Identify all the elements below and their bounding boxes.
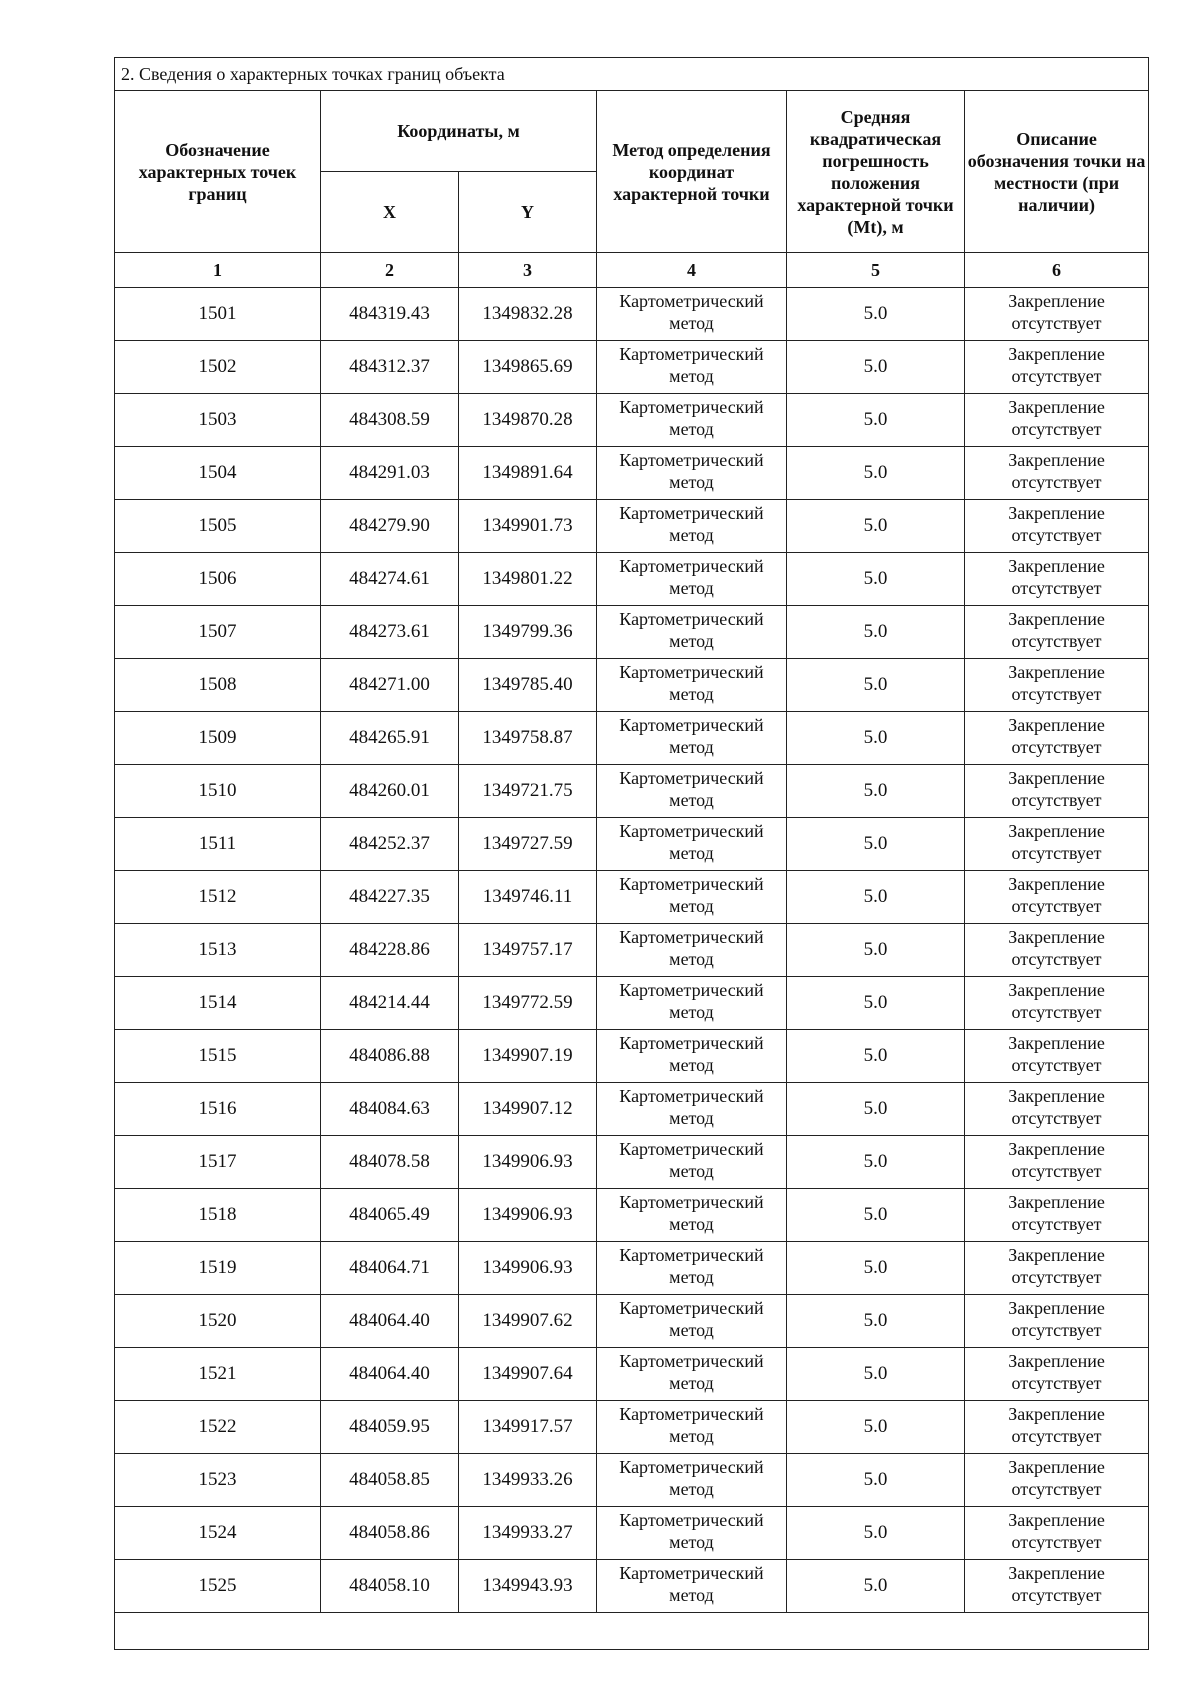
coord-y-cell: 1349721.75 (459, 765, 597, 818)
method-cell: Картометрический метод (597, 341, 787, 394)
coord-y-cell: 1349870.28 (459, 394, 597, 447)
mt-cell: 5.0 (787, 1348, 965, 1401)
description-cell: Закрепление отсутствует (965, 1242, 1149, 1295)
table-row (115, 1560, 1149, 1613)
coord-x-cell: 484058.86 (321, 1507, 459, 1560)
column-number-6: 6 (965, 253, 1149, 288)
coord-y-cell: 1349772.59 (459, 977, 597, 1030)
coord-x-cell: 484291.03 (321, 447, 459, 500)
mt-cell: 5.0 (787, 447, 965, 500)
table-row (115, 500, 1149, 553)
mt-cell: 5.0 (787, 871, 965, 924)
method-cell: Картометрический метод (597, 1295, 787, 1348)
method-cell: Картометрический метод (597, 1242, 787, 1295)
coord-x-cell: 484214.44 (321, 977, 459, 1030)
table-row (115, 871, 1149, 924)
header-y: Y (459, 172, 597, 253)
table-row (115, 1507, 1149, 1560)
point-id-cell: 1511 (115, 818, 321, 871)
header-point-designation: Обозначение характерных точек границ (115, 91, 321, 253)
table-row (115, 977, 1149, 1030)
method-cell: Картометрический метод (597, 606, 787, 659)
description-cell: Закрепление отсутствует (965, 1507, 1149, 1560)
coord-y-cell: 1349757.17 (459, 924, 597, 977)
coord-y-cell: 1349906.93 (459, 1136, 597, 1189)
description-cell: Закрепление отсутствует (965, 1136, 1149, 1189)
method-cell: Картометрический метод (597, 553, 787, 606)
table-row (115, 1189, 1149, 1242)
method-cell: Картометрический метод (597, 1507, 787, 1560)
method-cell: Картометрический метод (597, 1560, 787, 1613)
mt-cell: 5.0 (787, 1083, 965, 1136)
coord-y-cell: 1349906.93 (459, 1242, 597, 1295)
table-row (115, 1295, 1149, 1348)
header-description: Описание обозначения точки на местности (при наличии) (965, 91, 1149, 253)
point-id-cell: 1513 (115, 924, 321, 977)
coord-x-cell: 484227.35 (321, 871, 459, 924)
method-cell: Картометрический метод (597, 1083, 787, 1136)
document-page (114, 57, 1148, 1650)
point-id-cell: 1504 (115, 447, 321, 500)
table-row (115, 1454, 1149, 1507)
table-row (115, 553, 1149, 606)
table-row (115, 1401, 1149, 1454)
description-cell: Закрепление отсутствует (965, 818, 1149, 871)
table-body (115, 288, 1149, 1613)
coord-x-cell: 484065.49 (321, 1189, 459, 1242)
mt-cell: 5.0 (787, 288, 965, 341)
mt-cell: 5.0 (787, 341, 965, 394)
method-cell: Картометрический метод (597, 1189, 787, 1242)
description-cell: Закрепление отсутствует (965, 712, 1149, 765)
coord-x-cell: 484058.10 (321, 1560, 459, 1613)
coord-y-cell: 1349933.27 (459, 1507, 597, 1560)
coord-y-cell: 1349907.19 (459, 1030, 597, 1083)
description-cell: Закрепление отсутствует (965, 394, 1149, 447)
coord-y-cell: 1349907.62 (459, 1295, 597, 1348)
mt-cell: 5.0 (787, 712, 965, 765)
boundary-points-table (114, 57, 1149, 1650)
table-row (115, 765, 1149, 818)
coord-x-cell: 484228.86 (321, 924, 459, 977)
description-cell: Закрепление отсутствует (965, 1348, 1149, 1401)
point-id-cell: 1517 (115, 1136, 321, 1189)
mt-cell: 5.0 (787, 818, 965, 871)
mt-cell: 5.0 (787, 553, 965, 606)
coord-x-cell: 484312.37 (321, 341, 459, 394)
column-number-2: 2 (321, 253, 459, 288)
coord-y-cell: 1349758.87 (459, 712, 597, 765)
coord-x-cell: 484308.59 (321, 394, 459, 447)
coord-x-cell: 484064.71 (321, 1242, 459, 1295)
mt-cell: 5.0 (787, 1030, 965, 1083)
point-id-cell: 1523 (115, 1454, 321, 1507)
header-method: Метод определения координат характерной точки (597, 91, 787, 253)
mt-cell: 5.0 (787, 924, 965, 977)
mt-cell: 5.0 (787, 1401, 965, 1454)
coord-x-cell: 484078.58 (321, 1136, 459, 1189)
point-id-cell: 1524 (115, 1507, 321, 1560)
coord-x-cell: 484274.61 (321, 553, 459, 606)
coord-y-cell: 1349891.64 (459, 447, 597, 500)
description-cell: Закрепление отсутствует (965, 1083, 1149, 1136)
point-id-cell: 1515 (115, 1030, 321, 1083)
method-cell: Картометрический метод (597, 1454, 787, 1507)
method-cell: Картометрический метод (597, 818, 787, 871)
coord-x-cell: 484084.63 (321, 1083, 459, 1136)
point-id-cell: 1506 (115, 553, 321, 606)
point-id-cell: 1509 (115, 712, 321, 765)
point-id-cell: 1519 (115, 1242, 321, 1295)
mt-cell: 5.0 (787, 659, 965, 712)
point-id-cell: 1522 (115, 1401, 321, 1454)
mt-cell: 5.0 (787, 1136, 965, 1189)
table-row (115, 447, 1149, 500)
coord-y-cell: 1349917.57 (459, 1401, 597, 1454)
coord-y-cell: 1349943.93 (459, 1560, 597, 1613)
mt-cell: 5.0 (787, 500, 965, 553)
point-id-cell: 1507 (115, 606, 321, 659)
point-id-cell: 1510 (115, 765, 321, 818)
coord-x-cell: 484059.95 (321, 1401, 459, 1454)
method-cell: Картометрический метод (597, 1136, 787, 1189)
table-row (115, 712, 1149, 765)
coord-y-cell: 1349865.69 (459, 341, 597, 394)
mt-cell: 5.0 (787, 1454, 965, 1507)
coord-x-cell: 484064.40 (321, 1295, 459, 1348)
description-cell: Закрепление отсутствует (965, 765, 1149, 818)
mt-cell: 5.0 (787, 977, 965, 1030)
coord-x-cell: 484260.01 (321, 765, 459, 818)
point-id-cell: 1512 (115, 871, 321, 924)
coord-y-cell: 1349746.11 (459, 871, 597, 924)
coord-y-cell: 1349933.26 (459, 1454, 597, 1507)
table-row (115, 1136, 1149, 1189)
coord-y-cell: 1349799.36 (459, 606, 597, 659)
point-id-cell: 1518 (115, 1189, 321, 1242)
description-cell: Закрепление отсутствует (965, 500, 1149, 553)
coord-x-cell: 484252.37 (321, 818, 459, 871)
coord-y-cell: 1349906.93 (459, 1189, 597, 1242)
column-number-1: 1 (115, 253, 321, 288)
header-coordinates: Координаты, м (321, 91, 597, 172)
point-id-cell: 1514 (115, 977, 321, 1030)
point-id-cell: 1508 (115, 659, 321, 712)
mt-cell: 5.0 (787, 394, 965, 447)
coord-x-cell: 484086.88 (321, 1030, 459, 1083)
description-cell: Закрепление отсутствует (965, 1454, 1149, 1507)
section-title: 2. Сведения о характерных точках границ объекта (115, 58, 1149, 91)
point-id-cell: 1521 (115, 1348, 321, 1401)
description-cell: Закрепление отсутствует (965, 1560, 1149, 1613)
coord-y-cell: 1349801.22 (459, 553, 597, 606)
coord-y-cell: 1349832.28 (459, 288, 597, 341)
column-numbers-row (115, 253, 1149, 288)
empty-footer-row (115, 1613, 1149, 1650)
method-cell: Картометрический метод (597, 1030, 787, 1083)
method-cell: Картометрический метод (597, 924, 787, 977)
description-cell: Закрепление отсутствует (965, 1189, 1149, 1242)
table-row (115, 341, 1149, 394)
method-cell: Картометрический метод (597, 394, 787, 447)
mt-cell: 5.0 (787, 1295, 965, 1348)
point-id-cell: 1520 (115, 1295, 321, 1348)
description-cell: Закрепление отсутствует (965, 977, 1149, 1030)
method-cell: Картометрический метод (597, 871, 787, 924)
coord-y-cell: 1349785.40 (459, 659, 597, 712)
table-row (115, 1242, 1149, 1295)
point-id-cell: 1503 (115, 394, 321, 447)
description-cell: Закрепление отсутствует (965, 871, 1149, 924)
description-cell: Закрепление отсутствует (965, 447, 1149, 500)
description-cell: Закрепление отсутствует (965, 1030, 1149, 1083)
mt-cell: 5.0 (787, 765, 965, 818)
table-row (115, 1083, 1149, 1136)
point-id-cell: 1502 (115, 341, 321, 394)
mt-cell: 5.0 (787, 606, 965, 659)
table-row (115, 394, 1149, 447)
mt-cell: 5.0 (787, 1242, 965, 1295)
description-cell: Закрепление отсутствует (965, 1401, 1149, 1454)
point-id-cell: 1525 (115, 1560, 321, 1613)
method-cell: Картометрический метод (597, 1401, 787, 1454)
coord-x-cell: 484064.40 (321, 1348, 459, 1401)
column-number-5: 5 (787, 253, 965, 288)
method-cell: Картометрический метод (597, 1348, 787, 1401)
method-cell: Картометрический метод (597, 500, 787, 553)
method-cell: Картометрический метод (597, 288, 787, 341)
coord-y-cell: 1349901.73 (459, 500, 597, 553)
coord-x-cell: 484273.61 (321, 606, 459, 659)
point-id-cell: 1505 (115, 500, 321, 553)
description-cell: Закрепление отсутствует (965, 606, 1149, 659)
table-row (115, 818, 1149, 871)
coord-y-cell: 1349727.59 (459, 818, 597, 871)
table-row (115, 659, 1149, 712)
coord-x-cell: 484319.43 (321, 288, 459, 341)
point-id-cell: 1516 (115, 1083, 321, 1136)
description-cell: Закрепление отсутствует (965, 659, 1149, 712)
header-mean-square-error: Средняя квадратическая погрешность положения характерной точки (Mt), м (787, 91, 965, 253)
description-cell: Закрепление отсутствует (965, 341, 1149, 394)
coord-x-cell: 484058.85 (321, 1454, 459, 1507)
description-cell: Закрепление отсутствует (965, 553, 1149, 606)
method-cell: Картометрический метод (597, 712, 787, 765)
table-row (115, 1348, 1149, 1401)
header-x: X (321, 172, 459, 253)
table-row (115, 1030, 1149, 1083)
mt-cell: 5.0 (787, 1507, 965, 1560)
method-cell: Картометрический метод (597, 765, 787, 818)
coord-x-cell: 484265.91 (321, 712, 459, 765)
coord-x-cell: 484271.00 (321, 659, 459, 712)
table-row (115, 606, 1149, 659)
description-cell: Закрепление отсутствует (965, 924, 1149, 977)
method-cell: Картометрический метод (597, 659, 787, 712)
coord-y-cell: 1349907.12 (459, 1083, 597, 1136)
method-cell: Картометрический метод (597, 447, 787, 500)
mt-cell: 5.0 (787, 1560, 965, 1613)
coord-x-cell: 484279.90 (321, 500, 459, 553)
mt-cell: 5.0 (787, 1189, 965, 1242)
method-cell: Картометрический метод (597, 977, 787, 1030)
coord-y-cell: 1349907.64 (459, 1348, 597, 1401)
table-row (115, 288, 1149, 341)
point-id-cell: 1501 (115, 288, 321, 341)
column-number-3: 3 (459, 253, 597, 288)
description-cell: Закрепление отсутствует (965, 288, 1149, 341)
description-cell: Закрепление отсутствует (965, 1295, 1149, 1348)
table-row (115, 924, 1149, 977)
column-number-4: 4 (597, 253, 787, 288)
